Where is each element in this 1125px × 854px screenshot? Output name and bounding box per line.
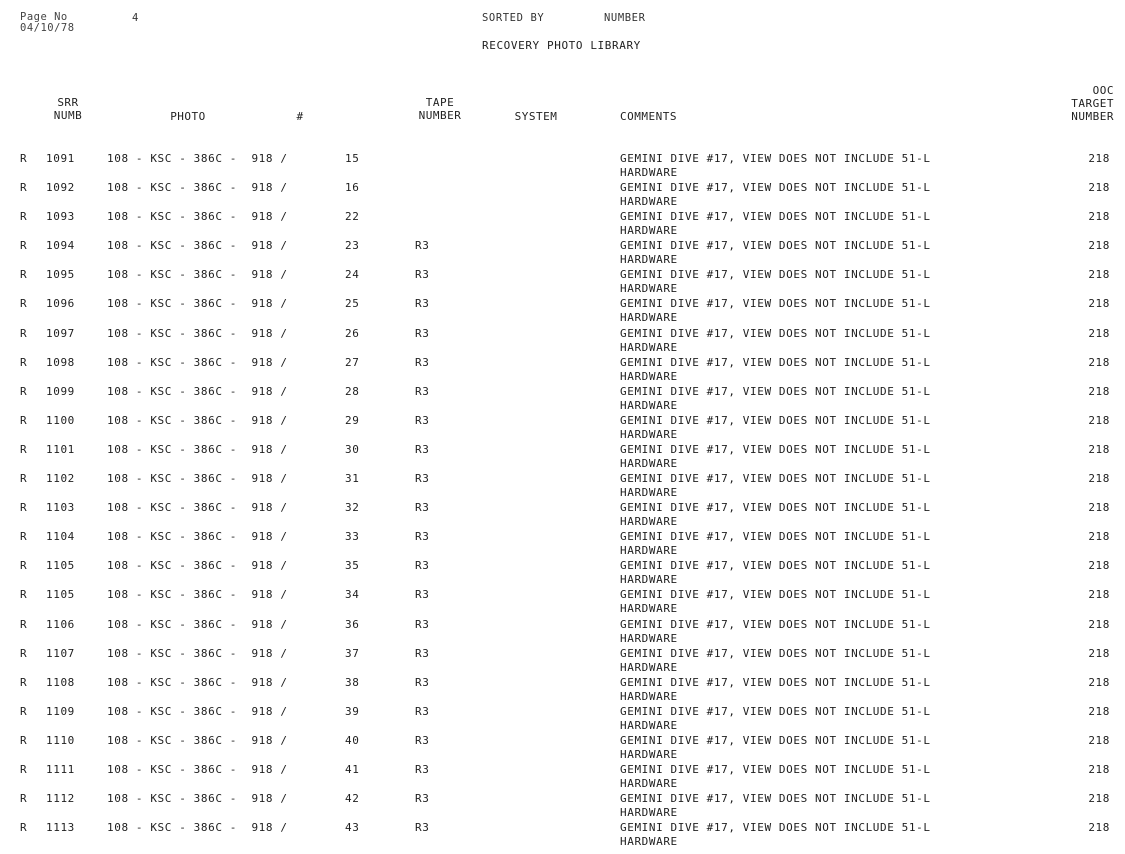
frame-number: 36	[345, 617, 360, 631]
frame-number: 41	[345, 762, 360, 776]
table-row	[0, 297, 1125, 326]
tape-number: R3	[415, 588, 430, 602]
table-row	[0, 588, 1125, 617]
ooc-target-number: 218	[1088, 152, 1110, 165]
frame-number: 15	[345, 152, 360, 165]
table-row	[0, 792, 1125, 821]
tape-number: R3	[415, 501, 430, 515]
record-type: R	[20, 792, 28, 806]
frame-number: 23	[345, 239, 360, 253]
comment-text: GEMINI DIVE #17, VIEW DOES NOT INCLUDE 51-L HARDWARE	[620, 762, 931, 790]
photo-id: 108 - KSC - 386C - 918 /	[107, 181, 288, 195]
comment-text: GEMINI DIVE #17, VIEW DOES NOT INCLUDE 51-L HARDWARE	[620, 181, 931, 209]
record-type: R	[20, 442, 28, 456]
record-type: R	[20, 326, 28, 340]
ooc-target-number: 218	[1088, 617, 1110, 631]
comment-text: GEMINI DIVE #17, VIEW DOES NOT INCLUDE 51-L HARDWARE	[620, 617, 931, 645]
ooc-target-number: 218	[1088, 675, 1110, 689]
photo-id: 108 - KSC - 386C - 918 /	[107, 413, 288, 427]
column-header-srr: SRR NUMB	[53, 96, 83, 122]
srr-number: 1100	[46, 413, 75, 427]
comment-text: GEMINI DIVE #17, VIEW DOES NOT INCLUDE 51-L HARDWARE	[620, 355, 931, 383]
ooc-target-number: 218	[1088, 326, 1110, 340]
record-type: R	[20, 355, 28, 369]
tape-number: R3	[415, 326, 430, 340]
tape-number: R3	[415, 733, 430, 747]
record-type: R	[20, 588, 28, 602]
srr-number: 1105	[46, 559, 75, 573]
table-row	[0, 821, 1125, 850]
record-type: R	[20, 530, 28, 544]
tape-number: R3	[415, 617, 430, 631]
record-type: R	[20, 239, 28, 253]
comment-text: GEMINI DIVE #17, VIEW DOES NOT INCLUDE 51-L HARDWARE	[620, 210, 931, 238]
comment-text: GEMINI DIVE #17, VIEW DOES NOT INCLUDE 51-L HARDWARE	[620, 704, 931, 732]
srr-number: 1097	[46, 326, 75, 340]
ooc-target-number: 218	[1088, 239, 1110, 253]
report-date: 04/10/78	[20, 22, 75, 34]
tape-number: R3	[415, 472, 430, 486]
tape-number: R3	[415, 268, 430, 282]
column-header-photo: PHOTO	[170, 110, 206, 123]
record-type: R	[20, 152, 28, 165]
srr-number: 1095	[46, 268, 75, 282]
record-type: R	[20, 762, 28, 776]
frame-number: 43	[345, 821, 360, 835]
record-type: R	[20, 646, 28, 660]
column-header-system: SYSTEM	[514, 110, 558, 123]
comment-text: GEMINI DIVE #17, VIEW DOES NOT INCLUDE 51-L HARDWARE	[620, 326, 931, 354]
comment-text: GEMINI DIVE #17, VIEW DOES NOT INCLUDE 51-L HARDWARE	[620, 152, 931, 179]
table-row	[0, 705, 1125, 734]
tape-number: R3	[415, 704, 430, 718]
table-row	[0, 327, 1125, 356]
srr-number: 1111	[46, 762, 75, 776]
frame-number: 28	[345, 384, 360, 398]
photo-id: 108 - KSC - 386C - 918 /	[107, 501, 288, 515]
comment-text: GEMINI DIVE #17, VIEW DOES NOT INCLUDE 51-L HARDWARE	[620, 675, 931, 703]
photo-id: 108 - KSC - 386C - 918 /	[107, 530, 288, 544]
srr-number: 1094	[46, 239, 75, 253]
photo-id: 108 - KSC - 386C - 918 /	[107, 297, 288, 311]
photo-id: 108 - KSC - 386C - 918 /	[107, 239, 288, 253]
tape-number: R3	[415, 442, 430, 456]
comment-text: GEMINI DIVE #17, VIEW DOES NOT INCLUDE 51-L HARDWARE	[620, 588, 931, 616]
srr-number: 1096	[46, 297, 75, 311]
ooc-target-number: 218	[1088, 704, 1110, 718]
frame-number: 39	[345, 704, 360, 718]
tape-number: R3	[415, 413, 430, 427]
frame-number: 24	[345, 268, 360, 282]
ooc-target-number: 218	[1088, 530, 1110, 544]
table-row	[0, 356, 1125, 385]
srr-number: 1091	[46, 152, 75, 165]
table-row	[0, 210, 1125, 239]
ooc-target-number: 218	[1088, 821, 1110, 835]
table-row	[0, 414, 1125, 443]
comment-text: GEMINI DIVE #17, VIEW DOES NOT INCLUDE 51-L HARDWARE	[620, 413, 931, 441]
record-type: R	[20, 821, 28, 835]
table-row	[0, 152, 1125, 181]
frame-number: 26	[345, 326, 360, 340]
record-type: R	[20, 617, 28, 631]
record-type: R	[20, 472, 28, 486]
column-header-ooc: OOC TARGET NUMBER	[1071, 84, 1114, 123]
srr-number: 1104	[46, 530, 75, 544]
photo-id: 108 - KSC - 386C - 918 /	[107, 268, 288, 282]
srr-number: 1098	[46, 355, 75, 369]
record-type: R	[20, 559, 28, 573]
frame-number: 35	[345, 559, 360, 573]
srr-number: 1103	[46, 501, 75, 515]
srr-number: 1107	[46, 646, 75, 660]
frame-number: 34	[345, 588, 360, 602]
page-number: 4	[132, 12, 139, 24]
srr-number: 1099	[46, 384, 75, 398]
frame-number: 33	[345, 530, 360, 544]
photo-id: 108 - KSC - 386C - 918 /	[107, 152, 288, 165]
frame-number: 16	[345, 181, 360, 195]
table-row	[0, 239, 1125, 268]
record-table	[0, 152, 1125, 850]
tape-number: R3	[415, 384, 430, 398]
comment-text: GEMINI DIVE #17, VIEW DOES NOT INCLUDE 51-L HARDWARE	[620, 530, 931, 558]
tape-number: R3	[415, 646, 430, 660]
ooc-target-number: 218	[1088, 413, 1110, 427]
table-row	[0, 472, 1125, 501]
ooc-target-number: 218	[1088, 762, 1110, 776]
record-type: R	[20, 675, 28, 689]
ooc-target-number: 218	[1088, 733, 1110, 747]
photo-id: 108 - KSC - 386C - 918 /	[107, 762, 288, 776]
comment-text: GEMINI DIVE #17, VIEW DOES NOT INCLUDE 51-L HARDWARE	[620, 442, 931, 470]
ooc-target-number: 218	[1088, 588, 1110, 602]
ooc-target-number: 218	[1088, 210, 1110, 224]
comment-text: GEMINI DIVE #17, VIEW DOES NOT INCLUDE 51-L HARDWARE	[620, 733, 931, 761]
photo-id: 108 - KSC - 386C - 918 /	[107, 472, 288, 486]
photo-id: 108 - KSC - 386C - 918 /	[107, 442, 288, 456]
ooc-target-number: 218	[1088, 181, 1110, 195]
sorted-by-label: SORTED BY	[482, 12, 545, 24]
table-row	[0, 268, 1125, 297]
table-row	[0, 385, 1125, 414]
comment-text: GEMINI DIVE #17, VIEW DOES NOT INCLUDE 51-L HARDWARE	[620, 559, 931, 587]
tape-number: R3	[415, 762, 430, 776]
table-row	[0, 443, 1125, 472]
ooc-target-number: 218	[1088, 501, 1110, 515]
srr-number: 1102	[46, 472, 75, 486]
record-type: R	[20, 297, 28, 311]
tape-number: R3	[415, 559, 430, 573]
column-header-tape: TAPE NUMBER	[418, 96, 462, 122]
photo-id: 108 - KSC - 386C - 918 /	[107, 210, 288, 224]
frame-number: 31	[345, 472, 360, 486]
tape-number: R3	[415, 792, 430, 806]
frame-number: 32	[345, 501, 360, 515]
comment-text: GEMINI DIVE #17, VIEW DOES NOT INCLUDE 51-L HARDWARE	[620, 792, 931, 820]
tape-number: R3	[415, 821, 430, 835]
tape-number: R3	[415, 530, 430, 544]
ooc-target-number: 218	[1088, 268, 1110, 282]
photo-id: 108 - KSC - 386C - 918 /	[107, 588, 288, 602]
record-type: R	[20, 210, 28, 224]
column-header-frame: #	[296, 110, 304, 123]
srr-number: 1093	[46, 210, 75, 224]
comment-text: GEMINI DIVE #17, VIEW DOES NOT INCLUDE 51-L HARDWARE	[620, 268, 931, 296]
ooc-target-number: 218	[1088, 384, 1110, 398]
table-row	[0, 676, 1125, 705]
frame-number: 30	[345, 442, 360, 456]
frame-number: 40	[345, 733, 360, 747]
tape-number: R3	[415, 239, 430, 253]
photo-id: 108 - KSC - 386C - 918 /	[107, 792, 288, 806]
tape-number: R3	[415, 675, 430, 689]
srr-number: 1112	[46, 792, 75, 806]
photo-id: 108 - KSC - 386C - 918 /	[107, 704, 288, 718]
photo-id: 108 - KSC - 386C - 918 /	[107, 559, 288, 573]
srr-number: 1101	[46, 442, 75, 456]
table-row	[0, 530, 1125, 559]
record-type: R	[20, 384, 28, 398]
ooc-target-number: 218	[1088, 355, 1110, 369]
record-type: R	[20, 268, 28, 282]
frame-number: 37	[345, 646, 360, 660]
record-type: R	[20, 181, 28, 195]
comment-text: GEMINI DIVE #17, VIEW DOES NOT INCLUDE 51-L HARDWARE	[620, 239, 931, 267]
page-label-and-date	[20, 12, 75, 34]
ooc-target-number: 218	[1088, 646, 1110, 660]
comment-text: GEMINI DIVE #17, VIEW DOES NOT INCLUDE 51-L HARDWARE	[620, 472, 931, 500]
ooc-target-number: 218	[1088, 297, 1110, 311]
photo-id: 108 - KSC - 386C - 918 /	[107, 675, 288, 689]
column-header-comments: COMMENTS	[620, 110, 677, 123]
table-row	[0, 618, 1125, 647]
frame-number: 38	[345, 675, 360, 689]
table-row	[0, 734, 1125, 763]
photo-id: 108 - KSC - 386C - 918 /	[107, 733, 288, 747]
tape-number: R3	[415, 297, 430, 311]
srr-number: 1105	[46, 588, 75, 602]
sorted-by-value: NUMBER	[604, 12, 646, 24]
photo-id: 108 - KSC - 386C - 918 /	[107, 355, 288, 369]
photo-id: 108 - KSC - 386C - 918 /	[107, 646, 288, 660]
frame-number: 27	[345, 355, 360, 369]
srr-number: 1109	[46, 704, 75, 718]
table-row	[0, 181, 1125, 210]
ooc-target-number: 218	[1088, 792, 1110, 806]
srr-number: 1108	[46, 675, 75, 689]
photo-id: 108 - KSC - 386C - 918 /	[107, 384, 288, 398]
table-row	[0, 763, 1125, 792]
frame-number: 22	[345, 210, 360, 224]
frame-number: 42	[345, 792, 360, 806]
frame-number: 29	[345, 413, 360, 427]
comment-text: GEMINI DIVE #17, VIEW DOES NOT INCLUDE 51-L HARDWARE	[620, 821, 931, 849]
table-row	[0, 501, 1125, 530]
record-type: R	[20, 413, 28, 427]
frame-number: 25	[345, 297, 360, 311]
tape-number: R3	[415, 355, 430, 369]
record-type: R	[20, 501, 28, 515]
comment-text: GEMINI DIVE #17, VIEW DOES NOT INCLUDE 51-L HARDWARE	[620, 646, 931, 674]
comment-text: GEMINI DIVE #17, VIEW DOES NOT INCLUDE 51-L HARDWARE	[620, 297, 931, 325]
table-row	[0, 559, 1125, 588]
srr-number: 1110	[46, 733, 75, 747]
ooc-target-number: 218	[1088, 472, 1110, 486]
srr-number: 1113	[46, 821, 75, 835]
ooc-target-number: 218	[1088, 559, 1110, 573]
comment-text: GEMINI DIVE #17, VIEW DOES NOT INCLUDE 51-L HARDWARE	[620, 501, 931, 529]
ooc-target-number: 218	[1088, 442, 1110, 456]
srr-number: 1092	[46, 181, 75, 195]
report-title: RECOVERY PHOTO LIBRARY	[482, 39, 641, 52]
table-row	[0, 647, 1125, 676]
page-label: Page No	[20, 11, 68, 23]
comment-text: GEMINI DIVE #17, VIEW DOES NOT INCLUDE 51-L HARDWARE	[620, 384, 931, 412]
photo-id: 108 - KSC - 386C - 918 /	[107, 617, 288, 631]
record-type: R	[20, 733, 28, 747]
srr-number: 1106	[46, 617, 75, 631]
photo-id: 108 - KSC - 386C - 918 /	[107, 326, 288, 340]
record-type: R	[20, 704, 28, 718]
photo-id: 108 - KSC - 386C - 918 /	[107, 821, 288, 835]
